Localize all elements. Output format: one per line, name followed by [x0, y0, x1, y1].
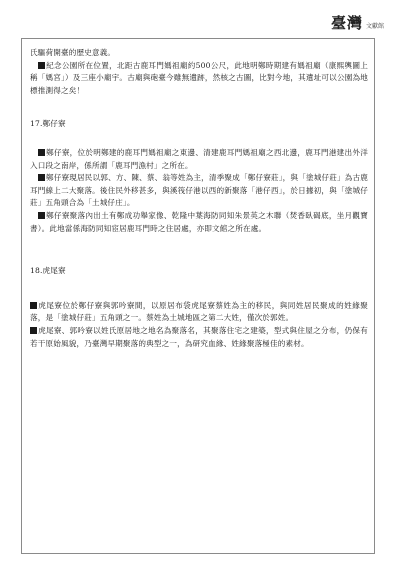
- section-17-paragraph-3-text: 鄭仔寮聚落內出土有鄭成功舉家像、乾隆中葉海防同知朱景英之木聯（焚香臥碣底，坐月觀寶書）。此地當係海防同知宦居鹿耳門時之住居處，亦即文館之所在處。: [30, 210, 368, 233]
- logo-main-text: 臺灣: [330, 14, 363, 32]
- section-17-paragraph-3: [30, 210, 368, 235]
- section-18-paragraph-2: [30, 325, 368, 350]
- bullet-square-icon: [38, 212, 45, 219]
- section-17-paragraph-2-text: 鄭仔寮現居民以郭、方、陳、蔡、翁等姓為主，清季聚成「鄭仔寮莊」，與「塗城仔莊」為古鹿耳門線上二大聚落。後住民外移甚多，與溪筏仔港以西的新聚落「港仔西」，於日據初，與「塗城仔莊」五角頭合為「土城仔庄」。: [30, 173, 368, 208]
- header-logo: [331, 12, 384, 33]
- document-body: [30, 47, 368, 350]
- memorial-paragraph: [30, 60, 368, 98]
- section-18-paragraph-2-text: 虎尾寮、郭吟寮以姓氏原居地之地名為聚落名，其聚落住宅之建築，型式與住屋之分布，仍保有若干原始風貌，乃臺灣早期聚落的典型之一，為研究血緣、姓緣聚落極佳的素材。: [30, 325, 368, 348]
- section-17-heading: 17.鄭仔寮: [30, 119, 66, 129]
- section-18-paragraph-1: [30, 300, 368, 325]
- section-17-paragraph-2: [30, 172, 368, 210]
- bullet-square-icon: [38, 149, 45, 156]
- section-18-paragraph-1-text: 虎尾寮位於鄭仔寮與郭吟寮間，以原居布袋虎尾寮蔡姓為主的移民，與同姓居民聚成的姓緣聚落，是「塗城仔莊」五角頭之一。蔡姓為土城地區之第二大姓，僅次於郭姓。: [30, 300, 368, 323]
- bullet-square-icon: [38, 62, 45, 69]
- memorial-paragraph-text: 紀念公園所在位置，北距古鹿耳門媽祖廟約500公尺，此地明鄭時期建有媽祖廟（康熙輿圖上稱「媽宮」）及三座小廟宇。古廟與砲臺今雖無遺跡，然核之古圖，比對今地，其遺址可以公園為地標推測得之矣！: [30, 60, 368, 95]
- section-17-paragraph-1-text: 鄭仔寮，位於明鄭建的鹿耳門媽祖廟之東邊、清建鹿耳門媽祖廟之西北邊，鹿耳門港建出外洋入口段之南岸，係所謂「鹿耳門漁村」之所在。: [30, 147, 368, 170]
- bullet-square-icon: [38, 174, 45, 181]
- bullet-square-icon: [30, 302, 37, 309]
- section-17-paragraph-1: [30, 147, 368, 172]
- section-18-heading: 18.虎尾寮: [30, 266, 66, 276]
- logo-sub-text: 文獻館: [365, 23, 384, 30]
- intro-line: 氏驅荷開臺的歷史意義。: [30, 48, 116, 57]
- bullet-square-icon: [30, 327, 37, 334]
